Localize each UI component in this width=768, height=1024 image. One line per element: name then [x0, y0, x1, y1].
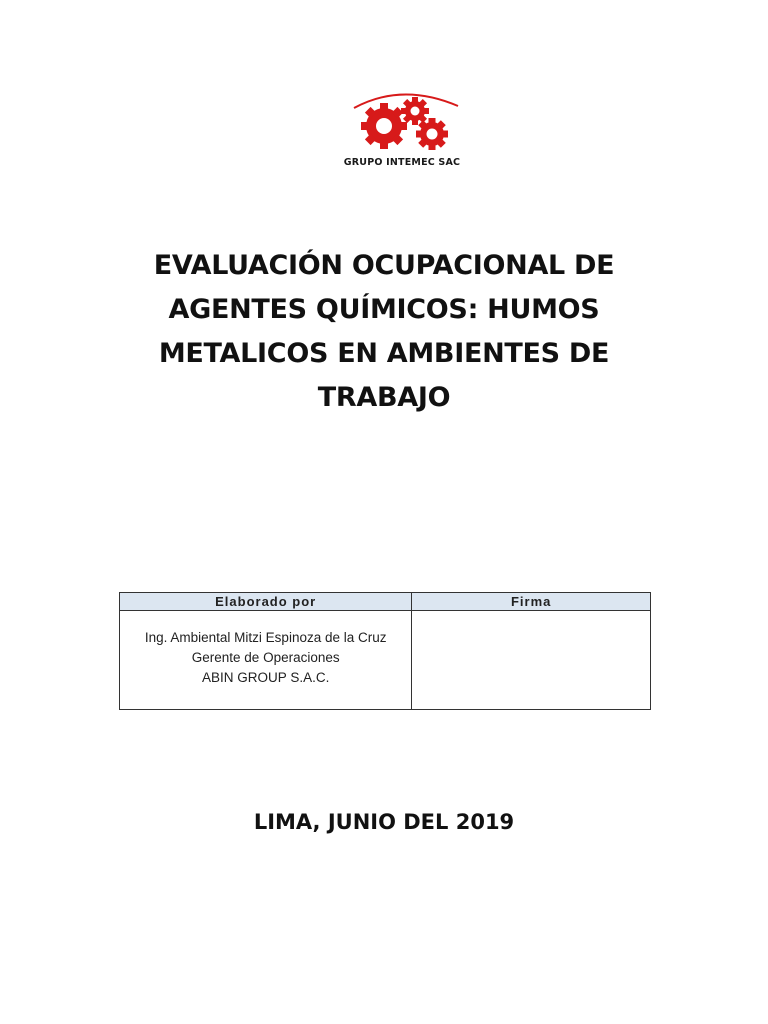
signature-cell: [412, 611, 651, 710]
author-cell: [120, 611, 412, 710]
header-elaborado-por: Elaborado por: [120, 593, 412, 611]
title-line: TRABAJO: [317, 382, 451, 413]
document-title: [100, 244, 668, 420]
location-date: LIMA, JUNIO DEL 2019: [253, 810, 515, 834]
title-line: AGENTES QUÍMICOS: HUMOS: [168, 294, 600, 325]
title-line: METALICOS EN AMBIENTES DE: [158, 338, 610, 369]
author-role: Gerente de Operaciones: [191, 650, 340, 665]
author-company: ABIN GROUP S.A.C.: [202, 670, 330, 685]
signature-table: [119, 592, 651, 710]
company-logo: [312, 78, 494, 172]
table-header-row: [120, 593, 651, 611]
author-name: Ing. Ambiental Mitzi Espinoza de la Cruz: [144, 630, 387, 645]
header-firma: Firma: [412, 593, 651, 611]
title-line: EVALUACIÓN OCUPACIONAL DE: [153, 250, 615, 281]
logo-caption: GRUPO INTEMEC SAC: [343, 157, 461, 168]
table-row: [120, 611, 651, 710]
